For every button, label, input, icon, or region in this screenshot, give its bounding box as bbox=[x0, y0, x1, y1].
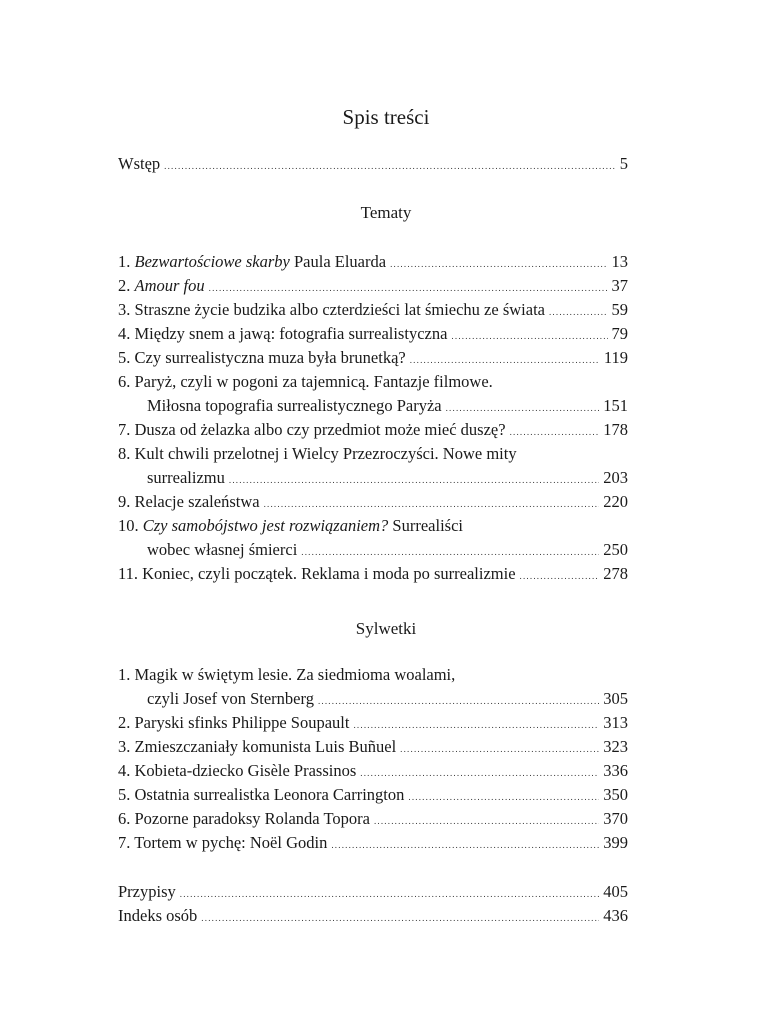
entry-title bbox=[118, 514, 463, 538]
entry-number: 2. bbox=[118, 276, 131, 295]
entry-title: 6. Paryż, czyli w pogoni za tajemnicą. Fantazje filmowe. bbox=[118, 372, 493, 391]
toc-entry-tematy-10-line2[interactable] bbox=[118, 538, 628, 562]
entry-page: 13 bbox=[611, 252, 628, 271]
entry-page: 5 bbox=[619, 154, 628, 173]
entry-page: 37 bbox=[611, 276, 628, 295]
entry-page: 313 bbox=[603, 713, 628, 732]
entry-title: Przypisy bbox=[118, 882, 176, 901]
toc-entry-tematy-11[interactable] bbox=[118, 562, 628, 586]
entry-title bbox=[118, 274, 205, 298]
entry-title: 5. Czy surrealistyczna muza była brunetką? bbox=[118, 348, 406, 367]
entry-title: 3. Straszne życie budzika albo czterdzieści lat śmiechu ze świata bbox=[118, 300, 545, 319]
entry-title: 4. Kobieta-dziecko Gisèle Prassinos bbox=[118, 761, 357, 780]
tematy-list bbox=[118, 250, 628, 586]
entry-page: 436 bbox=[603, 906, 628, 925]
entry-number: 10. bbox=[118, 516, 139, 535]
entry-page: 405 bbox=[603, 882, 628, 901]
dot-leader bbox=[229, 468, 599, 492]
entry-page: 151 bbox=[603, 396, 628, 415]
toc-entry-tematy-3[interactable] bbox=[118, 298, 628, 322]
dot-leader bbox=[360, 761, 599, 785]
dot-leader bbox=[164, 154, 616, 178]
entry-title-rest: Paula Eluarda bbox=[289, 252, 387, 271]
entry-number: 1. bbox=[118, 252, 131, 271]
entry-title-continued: Miłosna topografia surrealistycznego Paryża bbox=[147, 396, 442, 415]
entry-title: 11. Koniec, czyli początek. Reklama i moda po surrealizmie bbox=[118, 564, 516, 583]
toc-entry-sylwetki-1-line1[interactable] bbox=[118, 663, 628, 687]
entry-page: 278 bbox=[603, 564, 628, 583]
toc-entry-przypisy[interactable] bbox=[118, 880, 628, 904]
toc-entry-sylwetki-5[interactable] bbox=[118, 783, 628, 807]
dot-leader bbox=[520, 564, 600, 588]
toc-entry-intro[interactable] bbox=[118, 152, 628, 176]
entry-title: 7. Tortem w pychę: Noël Godin bbox=[118, 833, 328, 852]
dot-leader bbox=[318, 689, 599, 713]
dot-leader bbox=[408, 785, 599, 809]
entry-title: 2. Paryski sfinks Philippe Soupault bbox=[118, 713, 350, 732]
dot-leader bbox=[209, 276, 608, 300]
toc-entry-sylwetki-2[interactable] bbox=[118, 711, 628, 735]
dot-leader bbox=[264, 492, 600, 516]
entry-page: 79 bbox=[611, 324, 628, 343]
dot-leader bbox=[390, 252, 607, 276]
entry-page: 350 bbox=[603, 785, 628, 804]
toc-entry-tematy-7[interactable] bbox=[118, 418, 628, 442]
entry-title: 8. Kult chwili przelotnej i Wielcy Przezroczyści. Nowe mity bbox=[118, 444, 517, 463]
section-heading-sylwetki: Sylwetki bbox=[355, 619, 417, 638]
entry-title-italic: Czy samobójstwo jest rozwiązaniem? bbox=[142, 516, 389, 535]
entry-title-rest: Surrealiści bbox=[388, 516, 463, 535]
dot-leader bbox=[400, 737, 599, 761]
entry-title: 4. Między snem a jawą: fotografia surrealistyczna bbox=[118, 324, 448, 343]
dot-leader bbox=[451, 324, 607, 348]
toc-entry-tematy-5[interactable] bbox=[118, 346, 628, 370]
toc-entry-tematy-4[interactable] bbox=[118, 322, 628, 346]
dot-leader bbox=[331, 833, 599, 857]
entry-page: 323 bbox=[603, 737, 628, 756]
page-title: Spis treści bbox=[342, 105, 430, 129]
dot-leader bbox=[410, 348, 600, 372]
dot-leader bbox=[510, 420, 600, 444]
toc-entry-sylwetki-4[interactable] bbox=[118, 759, 628, 783]
toc-entry-sylwetki-1-line2[interactable] bbox=[118, 687, 628, 711]
entry-page: 178 bbox=[603, 420, 628, 439]
entry-title: Wstęp bbox=[118, 154, 161, 173]
toc-entry-tematy-10-line1[interactable] bbox=[118, 514, 628, 538]
toc-entry-tematy-8-line2[interactable] bbox=[118, 466, 628, 490]
entry-title: 6. Pozorne paradoksy Rolanda Topora bbox=[118, 809, 370, 828]
dot-leader bbox=[549, 300, 608, 324]
entry-title bbox=[118, 250, 386, 274]
entry-title: 3. Zmieszczaniały komunista Luis Buñuel bbox=[118, 737, 397, 756]
entry-title: 1. Magik w świętym lesie. Za siedmioma woalami, bbox=[118, 665, 456, 684]
entry-page: 370 bbox=[603, 809, 628, 828]
toc-entry-sylwetki-3[interactable] bbox=[118, 735, 628, 759]
dot-leader bbox=[201, 906, 599, 930]
toc-entry-tematy-6-line1[interactable] bbox=[118, 370, 628, 394]
entry-page: 250 bbox=[603, 540, 628, 559]
entry-title-continued: surrealizmu bbox=[147, 468, 225, 487]
dot-leader bbox=[353, 713, 599, 737]
entry-page: 203 bbox=[603, 468, 628, 487]
dot-leader bbox=[180, 882, 600, 906]
sylwetki-list bbox=[118, 663, 628, 855]
toc-entry-indeks-osob[interactable] bbox=[118, 904, 628, 928]
entry-title: 9. Relacje szaleństwa bbox=[118, 492, 260, 511]
dot-leader bbox=[301, 540, 599, 564]
entry-page: 305 bbox=[603, 689, 628, 708]
entry-page: 336 bbox=[603, 761, 628, 780]
toc-entry-tematy-6-line2[interactable] bbox=[118, 394, 628, 418]
entry-title: 5. Ostatnia surrealistka Leonora Carrington bbox=[118, 785, 405, 804]
entry-title-italic: Amour fou bbox=[134, 276, 205, 295]
entry-title: 7. Dusza od żelazka albo czy przedmiot może mieć duszę? bbox=[118, 420, 506, 439]
entry-page: 119 bbox=[603, 348, 628, 367]
dot-leader bbox=[374, 809, 599, 833]
entry-title-italic: Bezwartościowe skarby bbox=[134, 252, 290, 271]
toc-entry-tematy-8-line1[interactable] bbox=[118, 442, 628, 466]
toc-entry-tematy-2[interactable] bbox=[118, 274, 628, 298]
dot-leader bbox=[446, 396, 600, 420]
toc-entry-sylwetki-6[interactable] bbox=[118, 807, 628, 831]
backmatter-list bbox=[118, 880, 628, 928]
intro-block bbox=[118, 152, 628, 176]
entry-page: 399 bbox=[603, 833, 628, 852]
entry-page: 59 bbox=[611, 300, 628, 319]
toc-entry-tematy-9[interactable] bbox=[118, 490, 628, 514]
entry-title: Indeks osób bbox=[118, 906, 198, 925]
toc-entry-tematy-1[interactable] bbox=[118, 250, 628, 274]
entry-title-continued: czyli Josef von Sternberg bbox=[147, 689, 314, 708]
entry-page: 220 bbox=[603, 492, 628, 511]
entry-title-continued: wobec własnej śmierci bbox=[147, 540, 298, 559]
toc-entry-sylwetki-7[interactable] bbox=[118, 831, 628, 855]
section-heading-tematy: Tematy bbox=[360, 203, 412, 222]
